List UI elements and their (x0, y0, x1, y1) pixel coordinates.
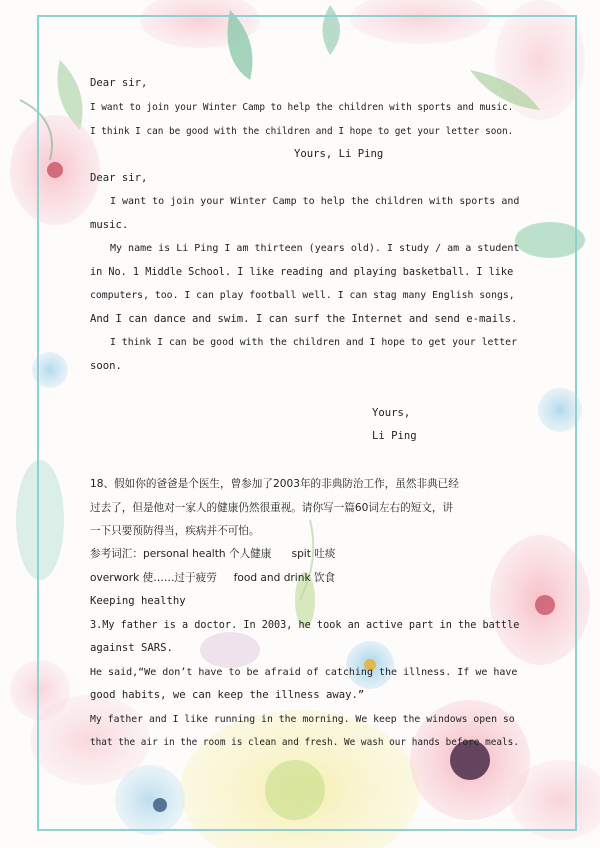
letter2-line: And I can dance and swim. I can surf the Internet and send e-mails. (90, 313, 518, 325)
letter1-line: I want to join your Winter Camp to help the children with sports and music. (90, 102, 514, 113)
letter2-greeting: Dear sir, (90, 172, 148, 184)
letter2-line: My name is Li Ping I am thirteen (years old). I study / am a student (110, 243, 520, 254)
essay-line: that the air in the room is clean and fresh. We wash our hands before meals. (90, 737, 519, 748)
essay-title: Keeping healthy (90, 595, 186, 607)
letter2-line: music. (90, 219, 129, 231)
essay-line: against SARS. (90, 642, 173, 654)
essay-line: 3.My father is a doctor. In 2003, he took an active part in the battle (90, 620, 520, 631)
vocabulary-line: 参考词汇：personal health 个人健康 spit 吐痰 (90, 548, 336, 560)
vocabulary-line: overwork 使……过于疲劳 food and drink 饮食 (90, 572, 336, 584)
task-prompt-line: 一下只要预防得当，疾病并不可怕。 (90, 525, 260, 537)
letter2-line: I think I can be good with the children and I hope to get your letter (110, 337, 517, 348)
essay-line: He said,“We don’t have to be afraid of catching the illness. If we have (90, 667, 518, 678)
essay-line: good habits, we can keep the illness away.” (90, 689, 365, 701)
essay-line: My father and I like running in the morning. We keep the windows open so (90, 714, 515, 725)
letter1-signature: Yours, Li Ping (294, 148, 384, 160)
letter1-greeting: Dear sir, (90, 77, 148, 89)
task-prompt-line: 18、假如你的爸爸是个医生，曾参加了2003年的非典防治工作，虽然非典已经 (90, 478, 459, 490)
task-prompt-line: 过去了，但是他对一家人的健康仍然很重视。请你写一篇60词左右的短文，讲 (90, 502, 454, 514)
letter2-line: computers, too. I can play football well. I can stag many English songs, (90, 290, 515, 301)
letter2-name: Li Ping (372, 430, 417, 442)
letter2-line: soon. (90, 360, 122, 372)
letter2-line: in No. 1 Middle School. I like reading and playing basketball. I like (90, 267, 514, 278)
letter2-closing: Yours, (372, 407, 411, 419)
letter1-line: I think I can be good with the children and I hope to get your letter soon. (90, 126, 514, 137)
letter2-line: I want to join your Winter Camp to help the children with sports and (110, 196, 520, 207)
